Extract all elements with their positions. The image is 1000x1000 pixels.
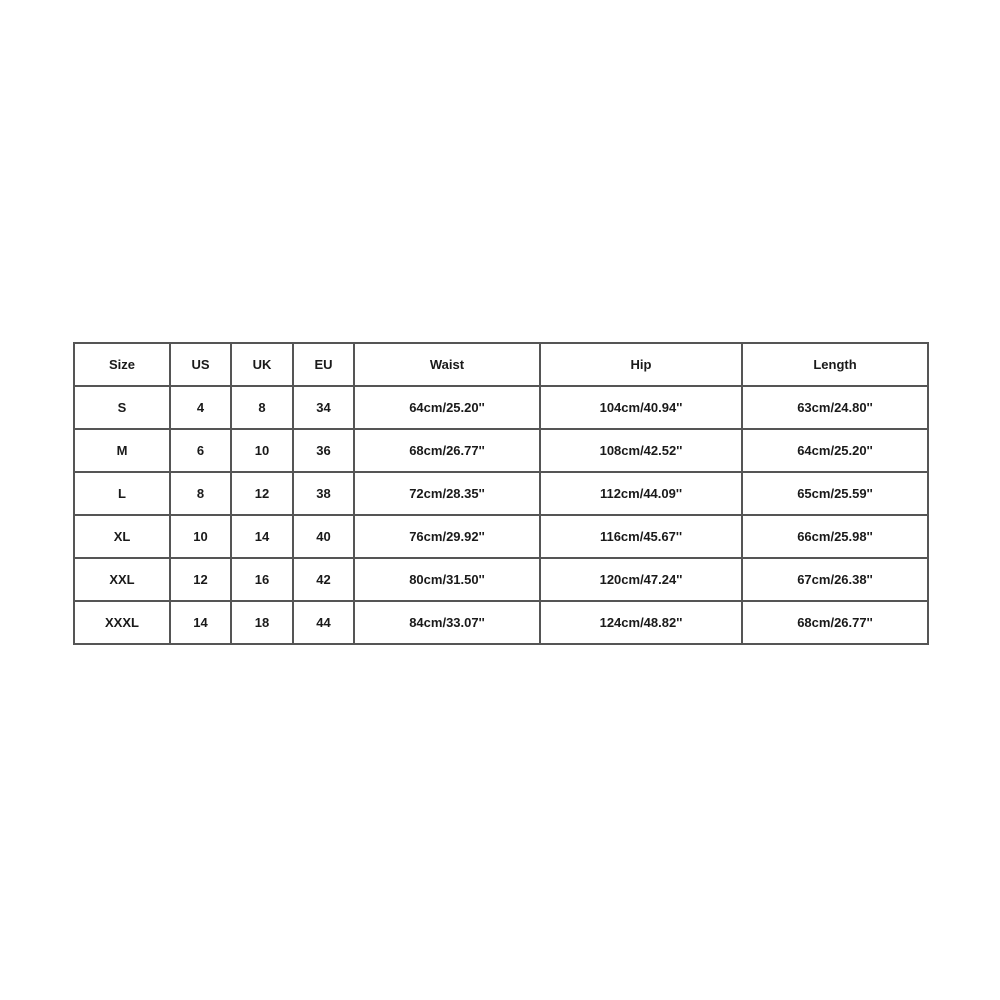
cell-us: 12 — [170, 558, 231, 601]
cell-length: 67cm/26.38'' — [742, 558, 928, 601]
cell-waist: 84cm/33.07'' — [354, 601, 540, 644]
header-uk: UK — [231, 343, 293, 386]
cell-uk: 18 — [231, 601, 293, 644]
header-waist: Waist — [354, 343, 540, 386]
cell-size: XXXL — [74, 601, 170, 644]
cell-hip: 116cm/45.67'' — [540, 515, 742, 558]
header-size: Size — [74, 343, 170, 386]
cell-length: 65cm/25.59'' — [742, 472, 928, 515]
cell-us: 6 — [170, 429, 231, 472]
cell-hip: 112cm/44.09'' — [540, 472, 742, 515]
cell-eu: 40 — [293, 515, 354, 558]
cell-eu: 36 — [293, 429, 354, 472]
cell-length: 63cm/24.80'' — [742, 386, 928, 429]
header-row — [74, 343, 928, 386]
cell-hip: 124cm/48.82'' — [540, 601, 742, 644]
cell-waist: 76cm/29.92'' — [354, 515, 540, 558]
cell-hip: 108cm/42.52'' — [540, 429, 742, 472]
cell-us: 14 — [170, 601, 231, 644]
header-eu: EU — [293, 343, 354, 386]
cell-waist: 80cm/31.50'' — [354, 558, 540, 601]
cell-eu: 44 — [293, 601, 354, 644]
cell-length: 68cm/26.77'' — [742, 601, 928, 644]
cell-hip: 120cm/47.24'' — [540, 558, 742, 601]
table-row — [74, 601, 928, 644]
cell-uk: 12 — [231, 472, 293, 515]
cell-hip: 104cm/40.94'' — [540, 386, 742, 429]
table-row — [74, 429, 928, 472]
cell-waist: 64cm/25.20'' — [354, 386, 540, 429]
header-length: Length — [742, 343, 928, 386]
cell-eu: 34 — [293, 386, 354, 429]
header-us: US — [170, 343, 231, 386]
cell-us: 10 — [170, 515, 231, 558]
cell-size: L — [74, 472, 170, 515]
cell-uk: 10 — [231, 429, 293, 472]
cell-waist: 68cm/26.77'' — [354, 429, 540, 472]
cell-eu: 42 — [293, 558, 354, 601]
cell-length: 66cm/25.98'' — [742, 515, 928, 558]
table-row — [74, 515, 928, 558]
table-row — [74, 558, 928, 601]
cell-uk: 16 — [231, 558, 293, 601]
cell-us: 4 — [170, 386, 231, 429]
cell-eu: 38 — [293, 472, 354, 515]
size-chart-table — [73, 342, 929, 645]
cell-uk: 14 — [231, 515, 293, 558]
header-hip: Hip — [540, 343, 742, 386]
cell-length: 64cm/25.20'' — [742, 429, 928, 472]
table-row — [74, 472, 928, 515]
cell-waist: 72cm/28.35'' — [354, 472, 540, 515]
cell-size: XL — [74, 515, 170, 558]
cell-size: M — [74, 429, 170, 472]
cell-us: 8 — [170, 472, 231, 515]
cell-uk: 8 — [231, 386, 293, 429]
cell-size: S — [74, 386, 170, 429]
table-row — [74, 386, 928, 429]
cell-size: XXL — [74, 558, 170, 601]
